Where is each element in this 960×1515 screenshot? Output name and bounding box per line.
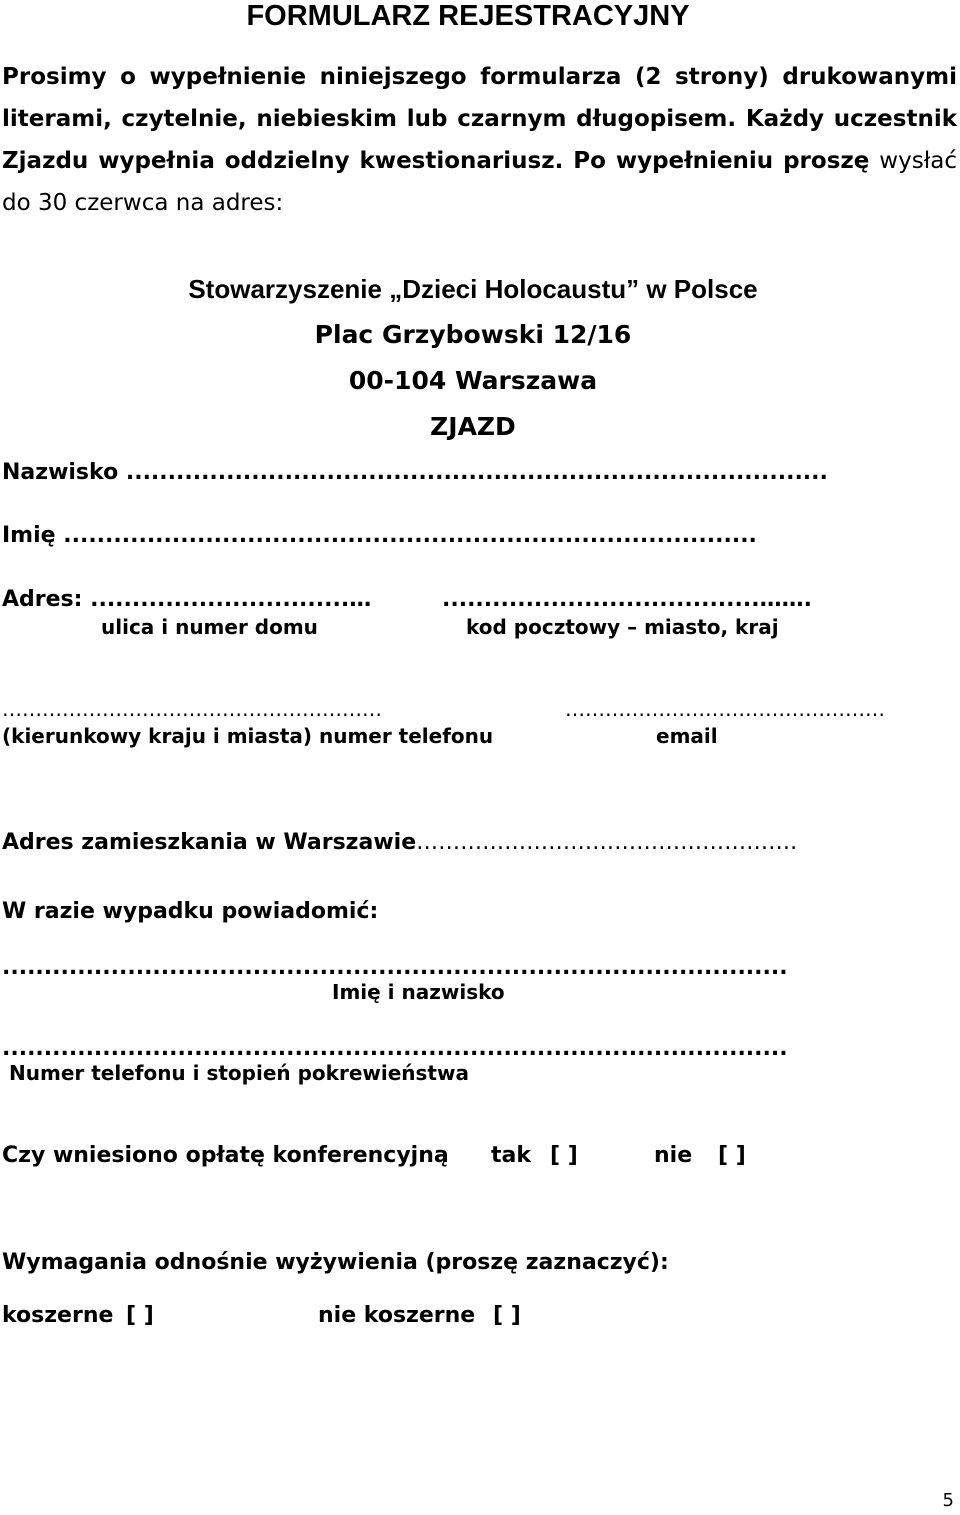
postal-caption: kod pocztowy – miasto, kraj (466, 615, 779, 639)
address-row (2, 586, 371, 614)
diet-question: Wymagania odnośnie wyżywienia (proszę zaznaczyć): (2, 1250, 669, 1275)
form-title: FORMULARZ REJESTRACYJNY (246, 0, 690, 32)
diet-nonkosher-label: nie koszerne (318, 1303, 476, 1328)
address-street: Plac Grzybowski 12/16 (314, 320, 632, 349)
street-caption: ulica i numer domu (101, 615, 318, 639)
email-field[interactable]: ………………………………………… (565, 697, 885, 721)
street-field[interactable]: ...............................… (90, 587, 372, 612)
intro-bold-text: Prosimy o wypełnienie niniejszego formularza (2 strony) drukowanymi literami, czytelnie, niebieskim lub czarnym długopisem. Każdy uczestnik Zjazdu wypełnia oddzielny kwestionariusz. Po wypełnieniu proszę (2, 64, 957, 174)
fee-no-checkbox[interactable]: [ ] (718, 1143, 746, 1168)
email-caption: email (656, 724, 718, 748)
emergency-phone-field[interactable]: .............................................................................................. (2, 1036, 788, 1061)
diet-kosher-label: koszerne (2, 1303, 114, 1328)
page-number: 5 (942, 1490, 954, 1511)
surname-label: Nazwisko (2, 460, 119, 485)
address-label: Adres: (2, 587, 83, 612)
warsaw-field[interactable]: ……………………………………………. (416, 830, 798, 855)
address-organization: Stowarzyszenie „Dzieci Holocaustu” w Polsce (188, 274, 758, 304)
diet-nonkosher-checkbox[interactable]: [ ] (493, 1303, 521, 1328)
warsaw-label: Adres zamieszkania w Warszawie (2, 830, 417, 855)
emergency-name-caption: Imię i nazwisko (332, 980, 505, 1004)
postal-field[interactable]: ......................................……. (442, 587, 812, 612)
name-row (2, 522, 757, 550)
emergency-label: W razie wypadku powiadomić: (2, 899, 379, 924)
address-note: ZJAZD (430, 412, 516, 441)
phone-caption: (kierunkowy kraju i miasta) numer telefonu (2, 724, 494, 748)
fee-yes-label: tak (491, 1143, 531, 1168)
intro-paragraph (2, 56, 957, 224)
name-field[interactable]: ................................................................................... (63, 523, 757, 548)
emergency-name-field[interactable]: .............................................................................................. (2, 955, 788, 980)
surname-row (2, 459, 828, 487)
intro-normal-text: wysłać do 30 czerwca na adres: (2, 148, 957, 216)
phone-field[interactable]: ………………………………………………… (2, 697, 382, 721)
name-label: Imię (2, 523, 56, 548)
surname-field[interactable]: .................................................................................... (125, 460, 828, 485)
fee-yes-checkbox[interactable]: [ ] (550, 1143, 578, 1168)
warsaw-row (2, 829, 797, 857)
emergency-phone-caption: Numer telefonu i stopień pokrewieństwa (9, 1061, 469, 1085)
address-city: 00-104 Warszawa (348, 366, 598, 395)
diet-kosher-checkbox[interactable]: [ ] (126, 1303, 154, 1328)
fee-no-label: nie (654, 1143, 693, 1168)
fee-question: Czy wniesiono opłatę konferencyjną (2, 1143, 449, 1168)
